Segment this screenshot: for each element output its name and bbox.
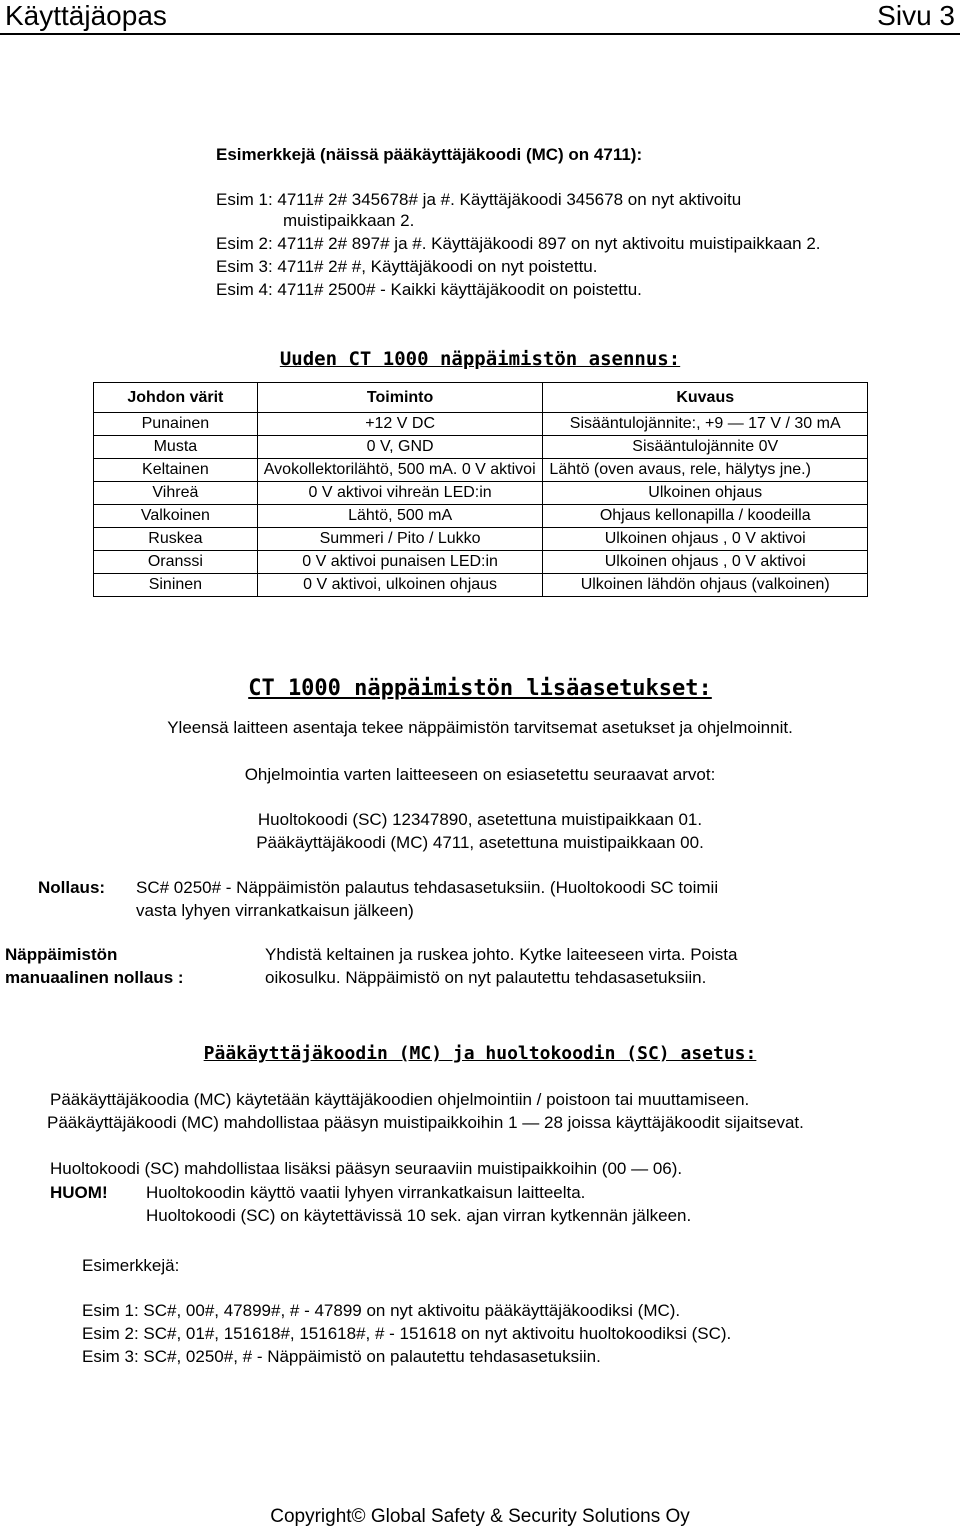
example-line-2: Esim 2: 4711# 2# 897# ja #. Käyttäjäkoodi 897 on nyt aktivoitu muistipaikkaan 2. — [216, 234, 821, 253]
wire-description: Ulkoinen ohjaus , 0 V aktivoi — [543, 551, 868, 574]
wire-table — [93, 382, 868, 597]
reset-text-2: vasta lyhyen virrankatkaisun jälkeen) — [136, 901, 414, 920]
codes-example-1: Esim 1: SC#, 00#, 47899#, # - 47899 on nyt aktivoitu pääkäyttäjäkoodiksi (MC). — [82, 1301, 681, 1320]
manual-reset-text-2: oikosulku. Näppäimistö on nyt palautettu tehdasasetuksiin. — [265, 968, 707, 987]
manual-reset-label-2: manuaalinen nollaus : — [5, 968, 184, 987]
col-header-description: Kuvaus — [543, 383, 868, 413]
example-line-1: Esim 1: 4711# 2# 345678# ja #. Käyttäjäkoodi 345678 on nyt aktivoitu — [216, 190, 742, 209]
example-line-3: Esim 3: 4711# 2# #, Käyttäjäkoodi on nyt poistettu. — [216, 257, 598, 276]
settings-intro: Yleensä laitteen asentaja tekee näppäimistön tarvitsemat asetukset ja ohjelmoinnit. — [167, 718, 793, 737]
wire-color: Punainen — [94, 413, 258, 436]
codes-example-2: Esim 2: SC#, 01#, 151618#, 151618#, # - 151618 on nyt aktivoitu huoltokoodiksi (SC). — [82, 1324, 732, 1343]
page-number: Sivu 3 — [877, 0, 955, 31]
wire-color: Musta — [94, 436, 258, 459]
wire-function: 0 V, GND — [257, 436, 543, 459]
header-title: Käyttäjäopas — [5, 0, 167, 31]
codes-title: Pääkäyttäjäkoodin (MC) ja huoltokoodin (SC) asetus: — [203, 1043, 757, 1064]
wire-function: Summeri / Pito / Lukko — [257, 528, 543, 551]
codes-paragraph-1: Pääkäyttäjäkoodia (MC) käytetään käyttäjäkoodien ohjelmointiin / poistoon tai muuttamiseen. — [50, 1090, 750, 1109]
wire-function: 0 V aktivoi vihreän LED:in — [257, 482, 543, 505]
codes-paragraph-2: Pääkäyttäjäkoodi (MC) mahdollistaa pääsyn muistipaikkoihin 1 — 28 joissa käyttäjäkoodit sijaitsevat. — [47, 1113, 804, 1132]
wire-color: Oranssi — [94, 551, 258, 574]
preset-sc: Huoltokoodi (SC) 12347890, asetettuna muistipaikkaan 01. — [257, 810, 703, 829]
table-row — [94, 482, 868, 505]
codes-example-3: Esim 3: SC#, 0250#, # - Näppäimistö on palautettu tehdasasetuksiin. — [82, 1347, 601, 1366]
col-header-wire: Johdon värit — [94, 383, 258, 413]
wire-color: Sininen — [94, 574, 258, 597]
codes-paragraph-3: Huoltokoodi (SC) mahdollistaa lisäksi pääsyn seuraaviin muistipaikkoihin (00 — 06). — [50, 1159, 683, 1178]
table-header-row — [94, 383, 868, 413]
table-row — [94, 459, 868, 482]
codes-examples-label: Esimerkkejä: — [82, 1256, 180, 1275]
reset-text-1: SC# 0250# - Näppäimistön palautus tehdasasetuksiin. (Huoltokoodi SC toimii — [136, 878, 719, 897]
wire-description: Ulkoinen ohjaus , 0 V aktivoi — [543, 528, 868, 551]
table-row — [94, 436, 868, 459]
settings-title: CT 1000 näppäimistön lisäasetukset: — [248, 676, 712, 701]
wire-description: Ulkoinen lähdön ohjaus (valkoinen) — [543, 574, 868, 597]
wire-function: +12 V DC — [257, 413, 543, 436]
wire-description: Ulkoinen ohjaus — [543, 482, 868, 505]
table-row — [94, 413, 868, 436]
wire-description: Ohjaus kellonapilla / koodeilla — [543, 505, 868, 528]
examples-title: Esimerkkejä (näissä pääkäyttäjäkoodi (MC) on 4711): — [216, 145, 643, 164]
manual-reset-label-1: Näppäimistön — [5, 945, 118, 964]
wire-color: Vihreä — [94, 482, 258, 505]
header-divider — [0, 33, 960, 35]
huom-label: HUOM! — [50, 1183, 108, 1202]
reset-label: Nollaus: — [38, 878, 106, 897]
preset-mc: Pääkäyttäjäkoodi (MC) 4711, asetettuna muistipaikkaan 00. — [256, 833, 704, 852]
wire-color: Valkoinen — [94, 505, 258, 528]
codes-paragraph-4: Huoltokoodin käyttö vaatii lyhyen virrankatkaisun laitteelta. — [146, 1183, 586, 1202]
wire-description: Lähtö (oven avaus, rele, hälytys jne.) — [543, 459, 868, 482]
wire-function: Lähtö, 500 mA — [257, 505, 543, 528]
wire-function: 0 V aktivoi punaisen LED:in — [257, 551, 543, 574]
manual-reset-text-1: Yhdistä keltainen ja ruskea johto. Kytke laiteeseen virta. Poista — [265, 945, 738, 964]
col-header-function: Toiminto — [257, 383, 543, 413]
wire-color: Keltainen — [94, 459, 258, 482]
install-title: Uuden CT 1000 näppäimistön asennus: — [279, 348, 681, 370]
wire-function: 0 V aktivoi, ulkoinen ohjaus — [257, 574, 543, 597]
table-row — [94, 505, 868, 528]
settings-preset: Ohjelmointia varten laitteeseen on esiasetettu seuraavat arvot: — [244, 765, 716, 784]
table-row — [94, 574, 868, 597]
wire-description: Sisääntulojännite 0V — [543, 436, 868, 459]
wire-function: Avokollektorilähtö, 500 mA. 0 V aktivoi — [257, 459, 543, 482]
example-line-4: Esim 4: 4711# 2500# - Kaikki käyttäjäkoodit on poistettu. — [216, 280, 642, 299]
wire-description: Sisääntulojännite:, +9 — 17 V / 30 mA — [543, 413, 868, 436]
table-row — [94, 551, 868, 574]
example-line-1b: muistipaikkaan 2. — [283, 211, 415, 230]
wire-color: Ruskea — [94, 528, 258, 551]
table-row — [94, 528, 868, 551]
codes-paragraph-5: Huoltokoodi (SC) on käytettävissä 10 sek. ajan virran kytkennän jälkeen. — [146, 1206, 692, 1225]
footer-copyright: Copyright© Global Safety & Security Solutions Oy — [270, 1506, 690, 1527]
